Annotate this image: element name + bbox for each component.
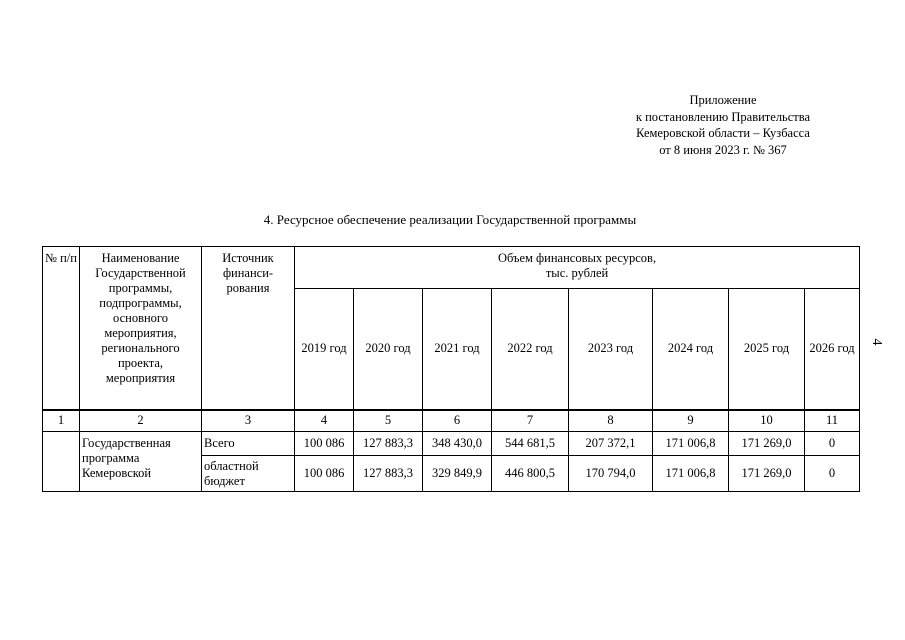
page-number: 4 <box>869 338 884 346</box>
appendix-line: Кемеровской области – Кузбасса <box>636 126 810 140</box>
row-value: 171 269,0 <box>729 456 805 492</box>
appendix-line: к постановлению Правительства <box>635 109 811 124</box>
column-number: 4 <box>295 410 354 432</box>
resource-table <box>42 246 860 492</box>
column-number: 6 <box>423 410 492 432</box>
appendix-line: Приложение <box>689 93 757 107</box>
header-volume <box>295 247 860 289</box>
header-year: 2022 год <box>492 289 569 410</box>
column-number-row <box>43 410 860 432</box>
table-row <box>43 432 860 456</box>
header-volume-line: тыс. рублей <box>545 266 609 280</box>
row-value: 207 372,1 <box>569 432 653 456</box>
row-value: 127 883,3 <box>354 432 423 456</box>
header-year: 2021 год <box>423 289 492 410</box>
header-year: 2026 год <box>805 289 860 410</box>
row-value: 100 086 <box>295 432 354 456</box>
row-value: 446 800,5 <box>492 456 569 492</box>
row-value: 329 849,9 <box>423 456 492 492</box>
header-source: Источник финанси-рования <box>202 247 295 410</box>
row-value: 544 681,5 <box>492 432 569 456</box>
appendix-block <box>600 92 846 158</box>
header-year: 2025 год <box>729 289 805 410</box>
column-number: 9 <box>653 410 729 432</box>
header-year: 2024 год <box>653 289 729 410</box>
row-name: Государственная программа Кемеровской <box>80 432 202 492</box>
column-number: 7 <box>492 410 569 432</box>
row-value: 0 <box>805 432 860 456</box>
header-num: № п/п <box>43 247 80 410</box>
column-number: 1 <box>43 410 80 432</box>
column-number: 3 <box>202 410 295 432</box>
row-value: 127 883,3 <box>354 456 423 492</box>
header-volume-line: Объем финансовых ресурсов, <box>497 251 657 265</box>
header-year: 2019 год <box>295 289 354 410</box>
row-num <box>43 432 80 492</box>
column-number: 11 <box>805 410 860 432</box>
row-value: 0 <box>805 456 860 492</box>
header-name: Наименование Государственной программы, подпрограммы, основного мероприятия, регионального проекта, мероприятия <box>80 247 202 410</box>
row-value: 170 794,0 <box>569 456 653 492</box>
header-row <box>43 247 860 289</box>
column-number: 5 <box>354 410 423 432</box>
row-value: 171 006,8 <box>653 456 729 492</box>
row-value: 171 006,8 <box>653 432 729 456</box>
row-value: 348 430,0 <box>423 432 492 456</box>
column-number: 8 <box>569 410 653 432</box>
header-year: 2023 год <box>569 289 653 410</box>
header-year: 2020 год <box>354 289 423 410</box>
column-number: 10 <box>729 410 805 432</box>
column-number: 2 <box>80 410 202 432</box>
appendix-line: от 8 июня 2023 г. № 367 <box>659 142 787 157</box>
section-title: 4. Ресурсное обеспечение реализации Государственной программы <box>263 212 637 227</box>
row-source: Всего <box>202 432 295 456</box>
row-source: областной бюджет <box>202 456 295 492</box>
row-value: 171 269,0 <box>729 432 805 456</box>
row-value: 100 086 <box>295 456 354 492</box>
